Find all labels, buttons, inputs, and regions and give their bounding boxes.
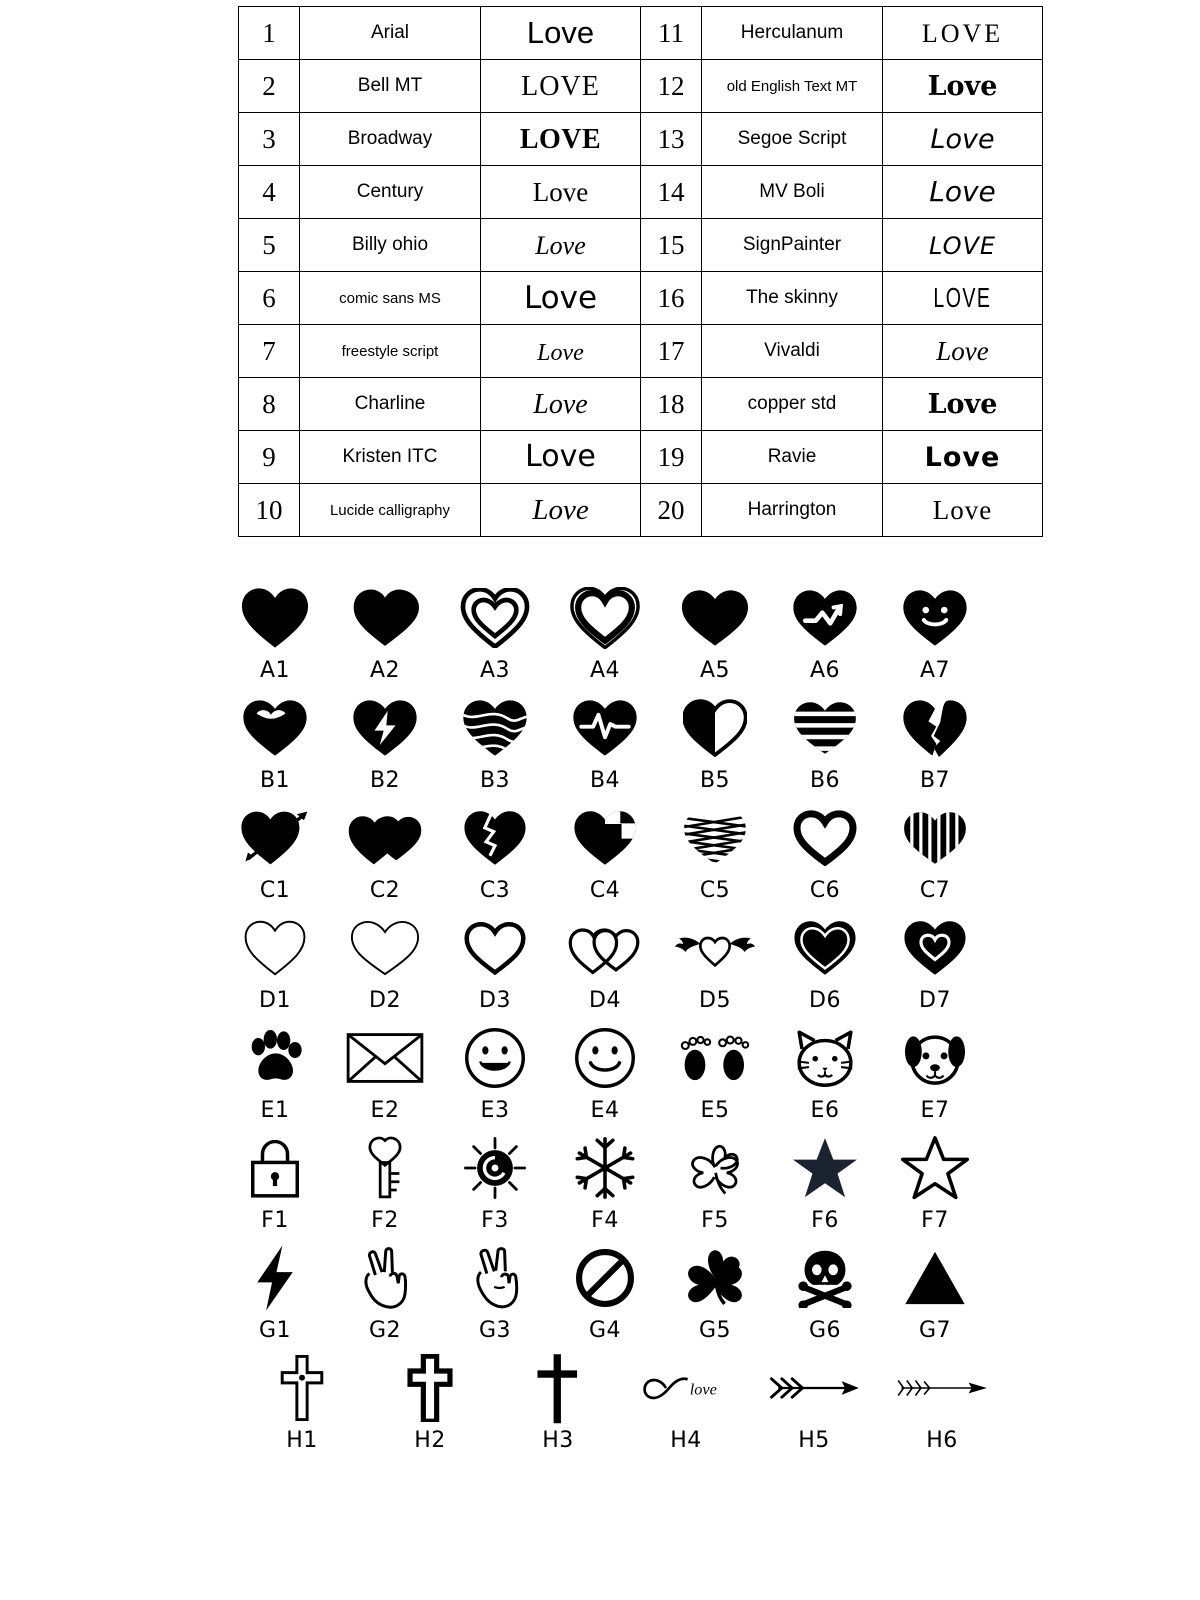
heart-sketch-fill-icon	[669, 802, 761, 874]
symbol-code: B1	[259, 768, 291, 793]
symbol-code: D6	[809, 988, 841, 1013]
font-sample: Love	[883, 484, 1043, 537]
table-row	[239, 166, 1043, 219]
symbol-row-a	[220, 582, 990, 683]
font-sample: Love	[883, 166, 1043, 219]
font-sample: Love	[481, 431, 641, 484]
cross-bold-outline-icon	[384, 1352, 476, 1424]
symbol-code: C7	[919, 878, 951, 903]
row-number: 5	[239, 219, 300, 272]
table-row	[239, 113, 1043, 166]
table-row	[239, 484, 1043, 537]
symbol-code: A3	[479, 658, 511, 683]
heart-outline-pointed-icon	[449, 912, 541, 984]
row-number: 9	[239, 431, 300, 484]
symbol-code: C4	[589, 878, 621, 903]
font-name: Billy ohio	[300, 219, 481, 272]
font-sample: Love	[481, 484, 641, 537]
symbol-item[interactable]	[660, 912, 770, 1013]
symbol-code: D5	[699, 988, 731, 1013]
row-number: 1	[239, 7, 300, 60]
symbol-grid	[220, 582, 990, 1462]
symbol-code: H2	[414, 1428, 446, 1453]
symbol-item[interactable]	[550, 912, 660, 1013]
triangle-solid-icon	[889, 1242, 981, 1314]
symbol-code: B4	[589, 768, 621, 793]
row-number: 11	[641, 7, 702, 60]
symbol-item[interactable]	[880, 1242, 990, 1343]
symbol-code: F6	[811, 1208, 839, 1233]
symbol-item[interactable]	[660, 692, 770, 793]
symbol-item[interactable]	[330, 802, 440, 903]
victory-hand-icon	[449, 1242, 541, 1314]
smiley-face-icon	[559, 1022, 651, 1094]
heart-quarter-block-icon	[559, 802, 651, 874]
symbol-item[interactable]	[660, 1132, 770, 1233]
symbol-code: G3	[478, 1318, 512, 1343]
symbol-code: H4	[670, 1428, 702, 1453]
arrow-slim-feathered-icon	[896, 1352, 988, 1424]
symbol-code: A2	[369, 658, 401, 683]
symbol-code: C6	[809, 878, 841, 903]
font-name: Ravie	[702, 431, 883, 484]
heart-arrow-icon	[229, 802, 321, 874]
symbol-item[interactable]	[238, 1352, 366, 1453]
font-name: SignPainter	[702, 219, 883, 272]
dog-face-icon	[889, 1022, 981, 1094]
symbol-item[interactable]	[770, 1022, 880, 1123]
row-number: 17	[641, 325, 702, 378]
symbol-row-g	[220, 1242, 990, 1343]
heart-scribble-icon	[449, 692, 541, 764]
symbol-code: B7	[919, 768, 951, 793]
symbol-code: F4	[591, 1208, 619, 1233]
symbol-item[interactable]	[330, 1242, 440, 1343]
row-number: 8	[239, 378, 300, 431]
row-number: 7	[239, 325, 300, 378]
symbol-item[interactable]	[660, 802, 770, 903]
symbol-item[interactable]	[880, 802, 990, 903]
table-row	[239, 378, 1043, 431]
font-sample: Love	[481, 219, 641, 272]
star-outline-icon	[889, 1132, 981, 1204]
peace-hand-icon	[339, 1242, 431, 1314]
snowflake-icon	[559, 1132, 651, 1204]
symbol-code: B3	[479, 768, 511, 793]
symbol-item[interactable]	[440, 1132, 550, 1233]
cross-outline-icon	[256, 1352, 348, 1424]
key-heart-icon	[339, 1132, 431, 1204]
symbol-code: C2	[369, 878, 401, 903]
four-leaf-clover-outline-icon	[669, 1132, 761, 1204]
font-name: Herculanum	[702, 7, 883, 60]
font-name: Bell MT	[300, 60, 481, 113]
symbol-item[interactable]	[440, 802, 550, 903]
symbol-item[interactable]	[440, 1022, 550, 1123]
font-name: Century	[300, 166, 481, 219]
symbol-item[interactable]	[440, 692, 550, 793]
symbol-code: B6	[809, 768, 841, 793]
symbol-item[interactable]	[880, 1132, 990, 1233]
symbol-item[interactable]	[220, 912, 330, 1013]
cat-face-icon	[779, 1022, 871, 1094]
font-sample: Love	[883, 113, 1043, 166]
symbol-code: A7	[919, 658, 951, 683]
lightning-bolt-icon	[229, 1242, 321, 1314]
font-sample: LOVE	[481, 113, 641, 166]
svg-text:love: love	[689, 1380, 717, 1399]
font-sample: LOVE	[481, 60, 641, 113]
symbol-code: C3	[479, 878, 511, 903]
symbol-row-e	[220, 1022, 990, 1123]
padlock-icon	[229, 1132, 321, 1204]
symbol-code: F7	[921, 1208, 949, 1233]
symbol-item[interactable]	[770, 912, 880, 1013]
symbol-item[interactable]	[330, 1022, 440, 1123]
symbol-item[interactable]	[878, 1352, 1006, 1453]
symbol-item[interactable]	[440, 912, 550, 1013]
symbol-code: A4	[589, 658, 621, 683]
symbol-code: E3	[480, 1098, 510, 1123]
arrow-feathered-icon	[768, 1352, 860, 1424]
two-hearts-solid-icon	[339, 802, 431, 874]
font-table	[238, 6, 1004, 537]
symbol-item[interactable]	[550, 582, 660, 683]
symbol-code: B2	[369, 768, 401, 793]
symbol-code: F5	[701, 1208, 729, 1233]
no-entry-icon	[559, 1242, 651, 1314]
symbol-item[interactable]	[880, 692, 990, 793]
symbol-code: E1	[260, 1098, 290, 1123]
four-leaf-clover-solid-icon	[669, 1242, 761, 1314]
font-name: comic sans MS	[300, 272, 481, 325]
symbol-code: F1	[261, 1208, 289, 1233]
font-name: Vivaldi	[702, 325, 883, 378]
symbol-code: C5	[699, 878, 731, 903]
font-sample: LOVE	[883, 219, 1043, 272]
font-name: Harrington	[702, 484, 883, 537]
symbol-row-d	[220, 912, 990, 1013]
heart-solid-outline-icon	[779, 912, 871, 984]
font-name: Broadway	[300, 113, 481, 166]
heart-in-heart-icon	[889, 912, 981, 984]
symbol-item[interactable]	[220, 1242, 330, 1343]
smiley-open-mouth-icon	[449, 1022, 541, 1094]
symbol-code: D1	[259, 988, 291, 1013]
symbol-item[interactable]	[770, 1242, 880, 1343]
envelope-icon	[339, 1022, 431, 1094]
heart-heartbeat-icon	[559, 692, 651, 764]
symbol-item[interactable]	[660, 1242, 770, 1343]
font-name: freestyle script	[300, 325, 481, 378]
font-sample: Love	[481, 166, 641, 219]
font-sample-table	[238, 6, 1043, 537]
symbol-item[interactable]	[770, 692, 880, 793]
font-sample: Love	[883, 431, 1043, 484]
symbol-code: E6	[810, 1098, 840, 1123]
symbol-row-b	[220, 692, 990, 793]
symbol-item[interactable]	[330, 912, 440, 1013]
symbol-code: H6	[926, 1428, 958, 1453]
symbol-item[interactable]	[220, 802, 330, 903]
heart-broken-solid-icon	[889, 692, 981, 764]
winged-heart-icon	[669, 912, 761, 984]
row-number: 18	[641, 378, 702, 431]
symbol-row-f	[220, 1132, 990, 1233]
symbol-item[interactable]	[220, 1132, 330, 1233]
heart-cracked-icon	[449, 802, 541, 874]
paw-print-icon	[229, 1022, 321, 1094]
symbol-item[interactable]	[330, 692, 440, 793]
symbol-code: A5	[699, 658, 731, 683]
symbol-item[interactable]	[660, 582, 770, 683]
symbol-item[interactable]	[770, 1132, 880, 1233]
symbol-row-c	[220, 802, 990, 903]
baby-feet-icon	[669, 1022, 761, 1094]
symbol-item[interactable]	[550, 802, 660, 903]
row-number: 14	[641, 166, 702, 219]
table-row	[239, 325, 1043, 378]
font-sample: LOVE	[883, 7, 1043, 60]
heart-solid-wide-icon	[669, 582, 761, 654]
skull-crossbones-icon	[779, 1242, 871, 1314]
symbol-item[interactable]	[750, 1352, 878, 1453]
cross-solid-icon	[512, 1352, 604, 1424]
row-number: 13	[641, 113, 702, 166]
symbol-item[interactable]	[220, 582, 330, 683]
table-row	[239, 272, 1043, 325]
two-hearts-outline-icon	[559, 912, 651, 984]
symbol-item[interactable]	[220, 692, 330, 793]
heart-solid-round-icon	[339, 582, 431, 654]
font-name: Segoe Script	[702, 113, 883, 166]
infinity-love-icon	[640, 1352, 732, 1424]
table-row	[239, 431, 1043, 484]
symbol-item[interactable]	[330, 582, 440, 683]
font-name: Charline	[300, 378, 481, 431]
font-sample: Love	[883, 378, 1043, 431]
symbol-code: D4	[589, 988, 621, 1013]
symbol-item[interactable]	[660, 1022, 770, 1123]
heart-vertical-stripes-icon	[889, 802, 981, 874]
symbol-code: E5	[700, 1098, 730, 1123]
heart-solid-icon	[229, 582, 321, 654]
heart-double-outline-icon	[449, 582, 541, 654]
row-number: 10	[239, 484, 300, 537]
font-sample: Love	[481, 7, 641, 60]
font-sample: Love	[481, 378, 641, 431]
heart-chart-arrow-icon	[779, 582, 871, 654]
row-number: 19	[641, 431, 702, 484]
symbol-item[interactable]	[880, 912, 990, 1013]
symbol-code: D7	[919, 988, 951, 1013]
heart-thin-wide-outline-icon	[339, 912, 431, 984]
heart-outline-thick-icon	[559, 582, 651, 654]
font-sample: Love	[883, 325, 1043, 378]
font-name: MV Boli	[702, 166, 883, 219]
symbol-code: H1	[286, 1428, 318, 1453]
row-number: 4	[239, 166, 300, 219]
symbol-item[interactable]	[622, 1352, 750, 1453]
symbol-code: H3	[542, 1428, 574, 1453]
heart-striped-icon	[779, 692, 871, 764]
row-number: 2	[239, 60, 300, 113]
heart-cutout-top-icon	[229, 692, 321, 764]
row-number: 15	[641, 219, 702, 272]
symbol-code: A6	[809, 658, 841, 683]
symbol-code: G6	[808, 1318, 842, 1343]
row-number: 16	[641, 272, 702, 325]
row-number: 20	[641, 484, 702, 537]
font-name: Lucide calligraphy	[300, 484, 481, 537]
table-row	[239, 60, 1043, 113]
font-name: old English Text MT	[702, 60, 883, 113]
symbol-code: F3	[481, 1208, 509, 1233]
symbol-item[interactable]	[880, 1022, 990, 1123]
symbol-code: E7	[920, 1098, 950, 1123]
table-row	[239, 7, 1043, 60]
heart-half-filled-icon	[669, 692, 761, 764]
symbol-code: D3	[479, 988, 511, 1013]
symbol-code: E2	[370, 1098, 400, 1123]
sun-spiral-icon	[449, 1132, 541, 1204]
heart-thin-outline-icon	[229, 912, 321, 984]
symbol-code: C1	[259, 878, 291, 903]
font-name: The skinny	[702, 272, 883, 325]
symbol-code: G2	[368, 1318, 402, 1343]
symbol-code: G5	[698, 1318, 732, 1343]
symbol-code: H5	[798, 1428, 830, 1453]
symbol-item[interactable]	[550, 692, 660, 793]
symbol-code: F2	[371, 1208, 399, 1233]
symbol-item[interactable]	[330, 1132, 440, 1233]
row-number: 3	[239, 113, 300, 166]
symbol-code: G4	[588, 1318, 622, 1343]
symbol-item[interactable]	[770, 802, 880, 903]
symbol-code: E4	[590, 1098, 620, 1123]
font-sample: Love	[481, 272, 641, 325]
symbol-row-h	[220, 1352, 1006, 1453]
row-number: 6	[239, 272, 300, 325]
heart-outline-bold-icon	[779, 802, 871, 874]
symbol-code: A1	[259, 658, 291, 683]
symbol-code: B5	[699, 768, 731, 793]
font-sample: LOVE	[883, 272, 1043, 325]
star-solid-icon	[779, 1132, 871, 1204]
symbol-item[interactable]	[550, 1022, 660, 1123]
symbol-code: G1	[258, 1318, 292, 1343]
symbol-item[interactable]	[770, 582, 880, 683]
symbol-code: D2	[369, 988, 401, 1013]
font-name: Kristen ITC	[300, 431, 481, 484]
heart-lightning-icon	[339, 692, 431, 764]
table-row	[239, 219, 1043, 272]
heart-smiley-icon	[889, 582, 981, 654]
font-name: copper std	[702, 378, 883, 431]
symbol-item[interactable]	[220, 1022, 330, 1123]
symbol-item[interactable]	[440, 1242, 550, 1343]
symbol-item[interactable]	[440, 582, 550, 683]
symbol-item[interactable]	[550, 1132, 660, 1233]
symbol-item[interactable]	[366, 1352, 494, 1453]
row-number: 12	[641, 60, 702, 113]
font-sample: Love	[481, 325, 641, 378]
font-name: Arial	[300, 7, 481, 60]
symbol-item[interactable]	[494, 1352, 622, 1453]
symbol-item[interactable]	[880, 582, 990, 683]
symbol-code: G7	[918, 1318, 952, 1343]
symbol-item[interactable]	[550, 1242, 660, 1343]
font-sample: Love	[883, 60, 1043, 113]
